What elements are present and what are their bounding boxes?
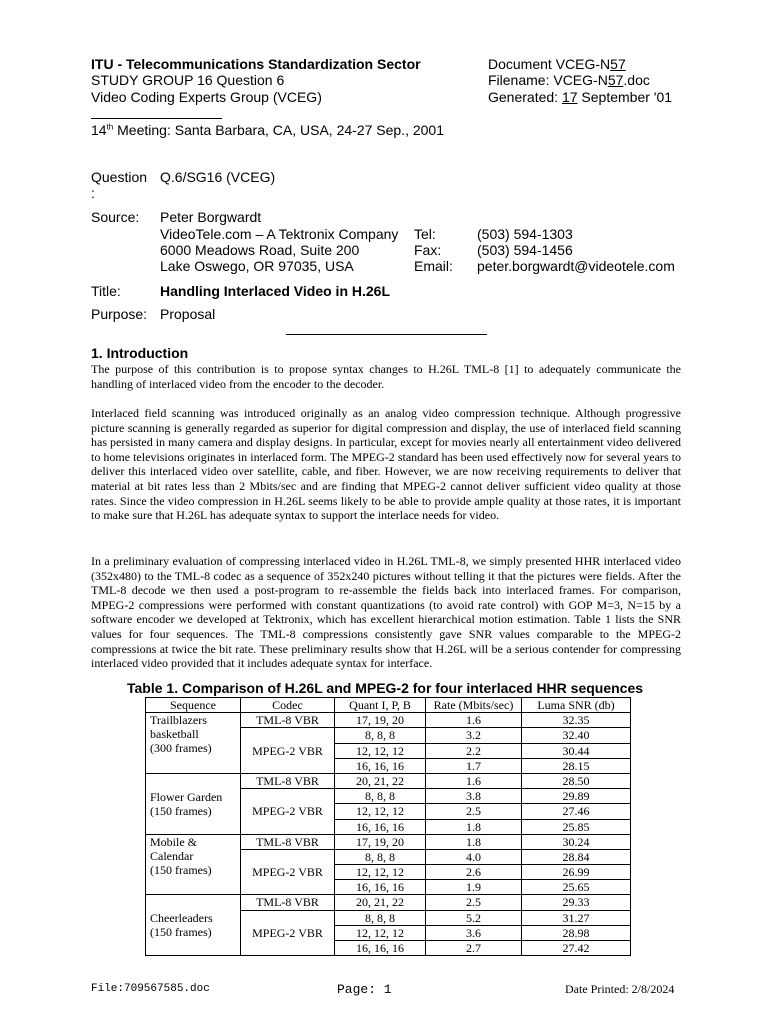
quant-cell: 17, 19, 20: [335, 713, 426, 728]
fax-value: (503) 594-1456: [477, 242, 573, 258]
quant-cell: 16, 16, 16: [335, 880, 426, 895]
table-row: [146, 895, 631, 910]
snr-cell: 29.89: [522, 789, 631, 804]
table-row: [146, 713, 631, 728]
codec-cell: MPEG-2 VBR: [241, 789, 335, 835]
sequence-cell: Flower Garden (150 frames): [146, 773, 241, 834]
snr-cell: 27.46: [522, 804, 631, 819]
snr-cell: 28.50: [522, 773, 631, 788]
snr-cell: 28.84: [522, 849, 631, 864]
header-rule: [91, 118, 222, 119]
paragraph-2: Interlaced field scanning was introduced originally as an analog video compression technique. Although progressive picture scanning is generally regarded as superior for digital compression and display, the use of interlaced field scanning has persisted in many camera and display designs. In particular, except for movies nearly all entertainment video delivered to home televisions originates in interlaced form. The MPEG-2 standard has been used effectively now for several years to deliver this interlaced video over satellite, cable, and fiber. However, we are now receiving requirements to deliver that material at bit rates less than 2 Mbits/sec and are finding that MPEG-2 cannot deliver sufficient video quality at those rates. Since the video compression in H.26L seems likely to be able to provide ample quality at those rates, it is important to make sure that H.26L has adequate syntax to support the interlace needs for video.: [91, 406, 681, 523]
purpose-label: Purpose:: [91, 306, 148, 322]
quant-cell: 20, 21, 22: [335, 773, 426, 788]
source-label: Source:: [91, 209, 140, 225]
group-name: Video Coding Experts Group (VCEG): [91, 89, 322, 105]
footer-filename: File:709567585.doc: [91, 983, 210, 995]
question-label: Question: [91, 169, 148, 185]
tel-label: Tel:: [414, 226, 436, 242]
snr-cell: 25.85: [522, 819, 631, 834]
snr-cell: 26.99: [522, 865, 631, 880]
rate-cell: 3.8: [426, 789, 522, 804]
source-address-line2: Lake Oswego, OR 97035, USA: [160, 258, 354, 274]
source-name: Peter Borgwardt: [160, 209, 262, 225]
rate-cell: 1.8: [426, 834, 522, 849]
rate-cell: 2.6: [426, 865, 522, 880]
document-number: Document VCEG-N57: [488, 56, 626, 72]
source-company: VideoTele.com – A Tektronix Company: [160, 226, 399, 242]
snr-cell: 27.42: [522, 941, 631, 956]
header-codec: Codec: [241, 698, 335, 713]
quant-cell: 8, 8, 8: [335, 789, 426, 804]
generated-date: Generated: 17 September '01: [488, 89, 673, 105]
codec-cell: TML-8 VBR: [241, 834, 335, 849]
rate-cell: 1.8: [426, 819, 522, 834]
sequence-cell: Mobile & Calendar (150 frames): [146, 834, 241, 895]
paragraph-3: In a preliminary evaluation of compressing interlaced video in H.26L TML-8, we simply presented HHR interlaced video (352x480) to the TML-8 codec as a sequence of 352x240 pictures without telling it that the pictures were fields. After the TML-8 decode we then used a post-program to re-assemble the fields back into interlaced frames. For comparison, MPEG-2 compressions were performed with constant quantizations (to avoid rate control) with GOP M=3, N=15 by a software encoder we developed at Tektronix, which has excellent hierarchical motion estimation. Table 1 lists the SNR values for four sequences. The TML-8 compressions consistently gave SNR values comparable to the MPEG-2 compressions at twice the bit rate. These preliminary results show that H.26L will be a serious contender for compressing interlaced video provided that it includes adequate syntax for interface.: [91, 554, 681, 671]
meeting-info: 14th Meeting: Santa Barbara, CA, USA, 24-27 Sep., 2001: [91, 122, 444, 138]
quant-cell: 16, 16, 16: [335, 758, 426, 773]
codec-cell: MPEG-2 VBR: [241, 728, 335, 774]
header-luma-snr: Luma SNR (db): [522, 698, 631, 713]
quant-cell: 8, 8, 8: [335, 728, 426, 743]
quant-cell: 8, 8, 8: [335, 849, 426, 864]
codec-cell: MPEG-2 VBR: [241, 910, 335, 956]
sequence-cell: Trailblazers basketball (300 frames): [146, 713, 241, 774]
filename: Filename: VCEG-N57.doc: [488, 72, 650, 88]
table-caption: Table 1. Comparison of H.26L and MPEG-2 for four interlaced HHR sequences: [127, 680, 644, 696]
snr-cell: 30.44: [522, 743, 631, 758]
tel-value: (503) 594-1303: [477, 226, 573, 242]
rate-cell: 1.6: [426, 713, 522, 728]
rate-cell: 5.2: [426, 910, 522, 925]
codec-cell: TML-8 VBR: [241, 773, 335, 788]
rate-cell: 2.7: [426, 941, 522, 956]
sequence-cell: Cheerleaders (150 frames): [146, 895, 241, 956]
org-name: ITU - Telecommunications Standardization Sector: [91, 56, 421, 72]
paragraph-1: The purpose of this contribution is to propose syntax changes to H.26L TML-8 [1] to adequately communicate the handling of interlaced video from the encoder to the decoder.: [91, 362, 681, 391]
codec-cell: TML-8 VBR: [241, 713, 335, 728]
rate-cell: 1.6: [426, 773, 522, 788]
document-title: Handling Interlaced Video in H.26L: [160, 283, 391, 299]
rate-cell: 2.5: [426, 895, 522, 910]
snr-cell: 29.33: [522, 895, 631, 910]
email-value[interactable]: peter.borgwardt@videotele.com: [477, 258, 675, 274]
section-rule: [286, 334, 487, 335]
header-sequence: Sequence: [146, 698, 241, 713]
snr-cell: 31.27: [522, 910, 631, 925]
table-row: [146, 773, 631, 788]
rate-cell: 1.9: [426, 880, 522, 895]
header-quant: Quant I, P, B: [335, 698, 426, 713]
snr-cell: 25.65: [522, 880, 631, 895]
quant-cell: 17, 19, 20: [335, 834, 426, 849]
rate-cell: 4.0: [426, 849, 522, 864]
rate-cell: 2.5: [426, 804, 522, 819]
quant-cell: 12, 12, 12: [335, 925, 426, 940]
snr-cell: 28.98: [522, 925, 631, 940]
rate-cell: 2.2: [426, 743, 522, 758]
footer-date-printed: Date Printed: 2/8/2024: [565, 982, 675, 996]
section-heading: 1. Introduction: [91, 345, 189, 361]
quant-cell: 12, 12, 12: [335, 743, 426, 758]
snr-table: [145, 697, 631, 956]
fax-label: Fax:: [414, 242, 442, 258]
quant-cell: 16, 16, 16: [335, 941, 426, 956]
snr-cell: 30.24: [522, 834, 631, 849]
codec-cell: TML-8 VBR: [241, 895, 335, 910]
purpose-value: Proposal: [160, 306, 216, 322]
snr-cell: 32.35: [522, 713, 631, 728]
quant-cell: 12, 12, 12: [335, 865, 426, 880]
header-rate: Rate (Mbits/sec): [426, 698, 522, 713]
quant-cell: 12, 12, 12: [335, 804, 426, 819]
table-header-row: [146, 698, 631, 713]
snr-cell: 28.15: [522, 758, 631, 773]
question-value: Q.6/SG16 (VCEG): [160, 169, 276, 185]
table-row: [146, 834, 631, 849]
rate-cell: 3.6: [426, 925, 522, 940]
email-label: Email:: [414, 258, 453, 274]
rate-cell: 1.7: [426, 758, 522, 773]
question-colon: :: [91, 185, 95, 201]
quant-cell: 16, 16, 16: [335, 819, 426, 834]
quant-cell: 8, 8, 8: [335, 910, 426, 925]
quant-cell: 20, 21, 22: [335, 895, 426, 910]
title-label: Title:: [91, 283, 121, 299]
snr-cell: 32.40: [522, 728, 631, 743]
rate-cell: 3.2: [426, 728, 522, 743]
study-group: STUDY GROUP 16 Question 6: [91, 72, 285, 88]
footer-page-number: Page: 1: [337, 982, 392, 997]
source-address-line1: 6000 Meadows Road, Suite 200: [160, 242, 360, 258]
codec-cell: MPEG-2 VBR: [241, 849, 335, 895]
